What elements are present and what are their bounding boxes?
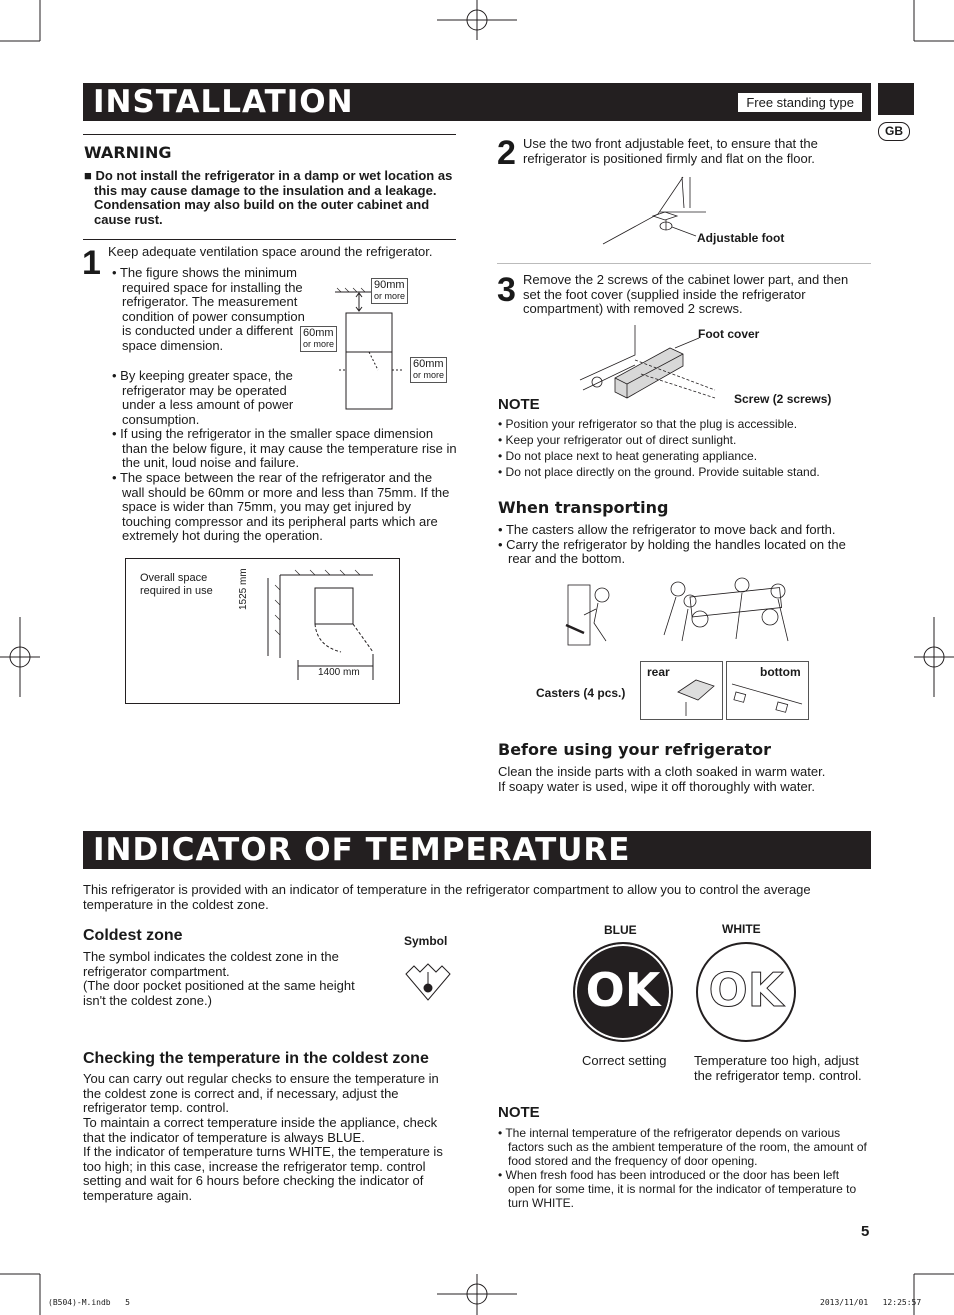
adjustable-foot-label: Adjustable foot [697, 231, 785, 245]
file-info: (B504)-M.indb 5 [48, 1298, 130, 1307]
overall-space-drawing [255, 570, 385, 680]
installation-title: INSTALLATION [93, 84, 354, 120]
white-label: WHITE [722, 922, 761, 936]
warning-bottom-rule [83, 239, 456, 240]
step3-text: Remove the 2 screws of the cabinet lower part, and then set the foot cover (supplied inside the refrigerator compartment) with removed 2 screws. [523, 272, 849, 317]
dim-left-box: 60mm or more [300, 326, 337, 352]
checking-p3: If the indicator of temperature turns WHITE, the temperature is too high; in this case, increase the refrigerator temp. control setting and wait for 6 hours before checking the indicator of temperature again. [83, 1144, 443, 1203]
blue-caption: Correct setting [582, 1053, 667, 1068]
step2-number: 2 [497, 134, 516, 172]
rear-label: rear [647, 665, 670, 679]
type-tag: Free standing type [737, 92, 863, 113]
bottom-handle-drawing [730, 678, 806, 714]
symbol-label: Symbol [404, 934, 448, 948]
transport-title: When transporting [498, 498, 669, 517]
overall-space-label: Overall space required in use [140, 572, 213, 597]
step1-number: 1 [82, 244, 101, 282]
step2-bottom-rule [497, 263, 871, 264]
timestamp: 2013/11/01 12:25:57 [820, 1298, 922, 1307]
checking-p1: You can carry out regular checks to ensure the temperature in the coldest zone is correct and, if necessary, adjust the refrigerator temp. control. [83, 1071, 439, 1116]
coldest-text1: The symbol indicates the coldest zone in the refrigerator compartment. [83, 949, 339, 979]
dim-right-box: 60mm or more [410, 357, 447, 383]
page-number: 5 [861, 1223, 870, 1240]
warning-text: ■ Do not install the refrigerator in a damp or wet location as this may cause damage to the insulation and a leakage. Condensation may also build on the outer cabinet and cause rust. [84, 168, 453, 227]
indicator-note-title: NOTE [498, 1104, 540, 1121]
checking-title: Checking the temperature in the coldest zone [83, 1050, 429, 1067]
casters-label: Casters (4 pcs.) [536, 686, 626, 700]
step3-number: 3 [497, 271, 516, 309]
step1-bullet-3: • The space between the rear of the refrigerator and the wall should be 60mm or more and less than 75mm. If the space is wider than 75mm, you may get injured by touching compressor and its peripheral parts which are extremely hot during the operation. [112, 470, 450, 544]
step1-bullet-0: • The figure shows the minimum required space for installing the refrigerator. The measurement condition of power consumption is conducted under a different space dimension. [112, 265, 305, 353]
white-ok-text: OK [708, 963, 784, 1017]
step1-bullet-1: • By keeping greater space, the refrigerator may be operated under a less amount of power consumption. [112, 368, 294, 427]
coldest-title: Coldest zone [83, 927, 183, 944]
checking-p2: To maintain a correct temperature inside the appliance, check that the indicator of temperature is always BLUE. [83, 1115, 438, 1145]
note-item: • Do not place directly on the ground. Provide suitable stand. [498, 465, 820, 479]
note-item: • When fresh food has been introduced or the door has been left open for some time, it is normal for the indicator of temperature to turn WHITE. [498, 1168, 857, 1210]
note-item: • Do not place next to heat generating appliance. [498, 449, 758, 463]
rear-handle-drawing [672, 676, 722, 712]
indicator-intro: This refrigerator is provided with an indicator of temperature in the refrigerator compartment to allow you to control the average temperature in the coldest zone. [83, 882, 811, 912]
note-title: NOTE [498, 396, 540, 413]
note-list [498, 416, 868, 480]
adjustable-foot-drawing [598, 172, 708, 252]
note-item: • The internal temperature of the refrigerator depends on various factors such as the ambient temperature of the room, the amount of food stored and the frequency of door opening. [498, 1126, 867, 1168]
transport-illustration [560, 575, 820, 655]
step1-text: Keep adequate ventilation space around the refrigerator. [108, 244, 433, 259]
warning-title: WARNING [84, 143, 172, 162]
step2-text: Use the two front adjustable feet, to ensure that the refrigerator is positioned firmly and flat on the floor. [523, 136, 818, 166]
gb-badge: GB [878, 122, 910, 141]
side-tab [878, 83, 914, 115]
blue-label: BLUE [604, 923, 637, 937]
blue-ok-text: OK [585, 963, 661, 1017]
warning-top-rule [83, 134, 456, 135]
before-use-title: Before using your refrigerator [498, 740, 771, 759]
transport-list: • The casters allow the refrigerator to move back and forth. • Carry the refrigerator by holding the handles located on the rear and the bottom. [498, 522, 846, 567]
foot-cover-label: Foot cover [698, 327, 760, 341]
indicator-note-list [498, 1126, 868, 1210]
dim-top-box: 90mm or more [371, 278, 408, 304]
bottom-label: bottom [760, 665, 801, 679]
screw-label: Screw (2 screws) [734, 392, 832, 406]
note-item: • Position your refrigerator so that the plug is accessible. [498, 417, 798, 431]
step1-bullet-2: • If using the refrigerator in the smaller space dimension than the below figure, it may cause the temperature rise in the unit, loud noise and failure. [112, 426, 457, 471]
coldest-zone-symbol-icon [404, 962, 454, 1004]
before-use-text2: If soapy water is used, wipe it off thoroughly with water. [498, 779, 815, 794]
white-caption: Temperature too high, adjust the refrigerator temp. control. [694, 1053, 862, 1083]
width-label: 1400 mm [318, 667, 360, 678]
indicator-title: INDICATOR OF TEMPERATURE [93, 832, 631, 868]
installation-banner [83, 83, 871, 121]
before-use-text1: Clean the inside parts with a cloth soaked in warm water. [498, 764, 826, 779]
height-label: 1525 mm [238, 568, 249, 610]
indicator-banner [83, 831, 871, 869]
note-item: • Keep your refrigerator out of direct sunlight. [498, 433, 737, 447]
coldest-text2: (The door pocket positioned at the same height isn't the coldest zone.) [83, 978, 355, 1008]
